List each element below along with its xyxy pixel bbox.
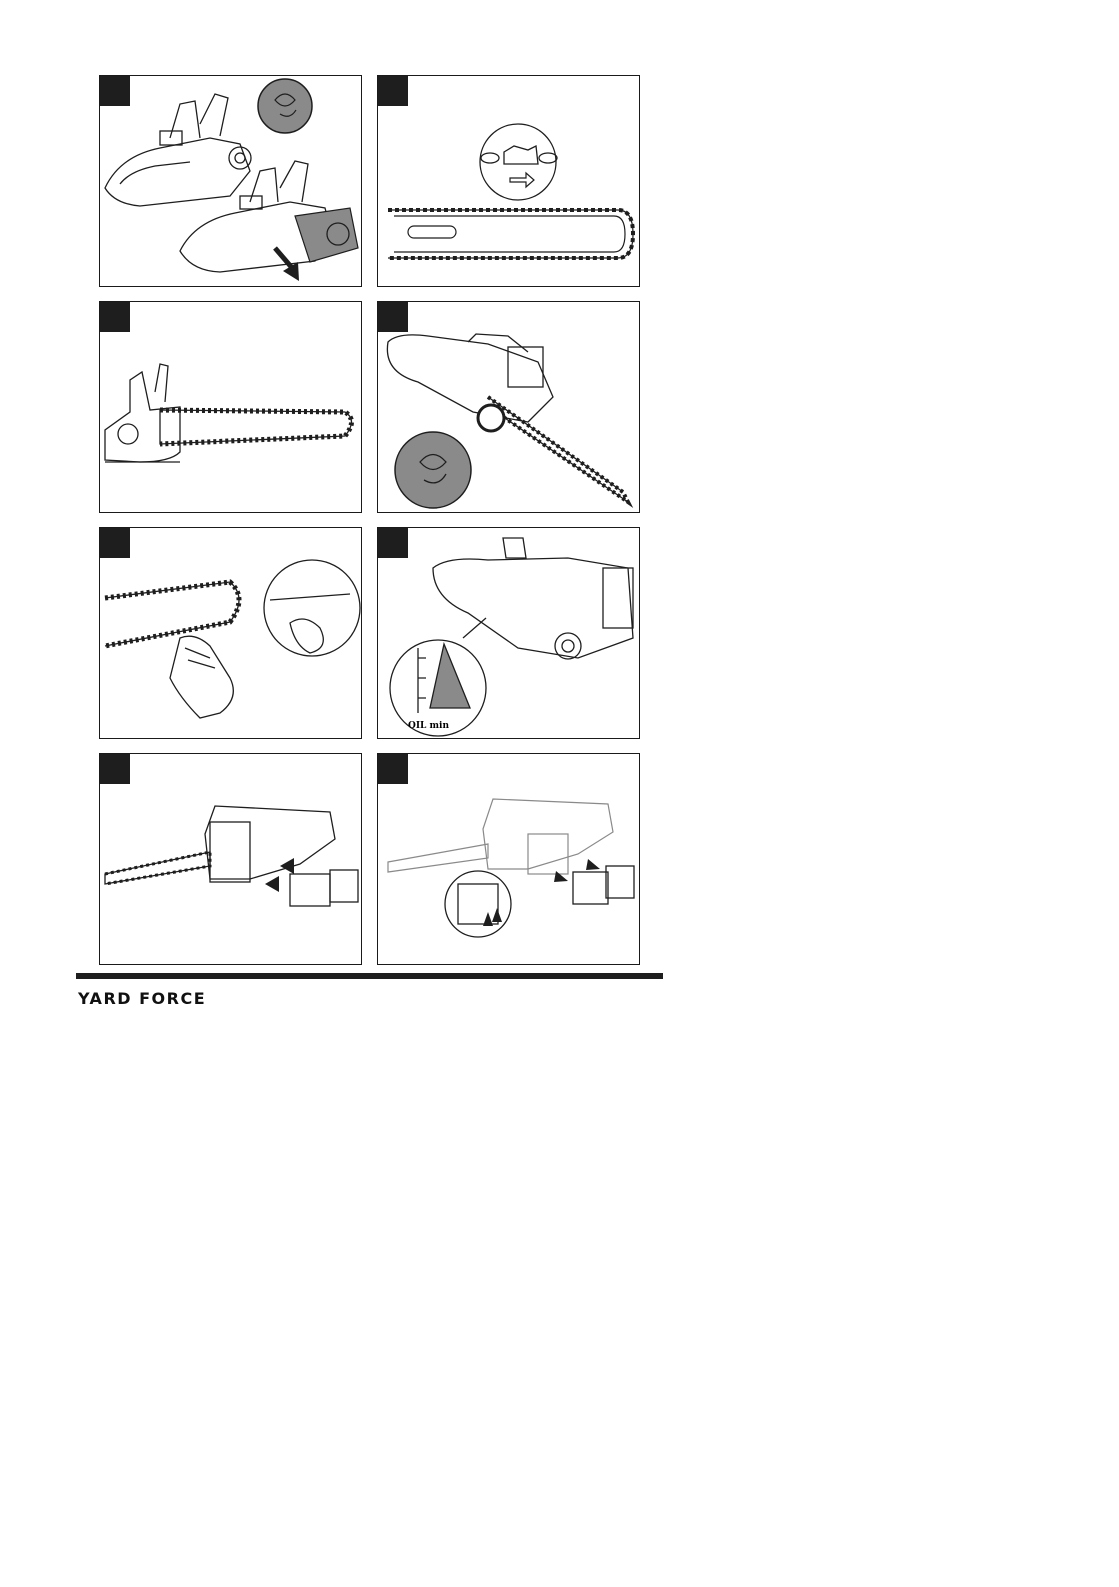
oil-fill-illustration [378, 528, 640, 739]
down-arrow-icon [275, 248, 299, 281]
figure-panel-insert-battery [99, 753, 362, 965]
chainsaw-illustration [100, 76, 362, 287]
figure-panel-remove-battery [377, 753, 640, 965]
right-arrow-icon [510, 173, 534, 187]
figure-panel-oil-fill [377, 527, 640, 739]
brand-logo: YARD FORCE [78, 989, 207, 1008]
figure-panel-tighten-knob [377, 301, 640, 513]
bar-and-chain-illustration [100, 302, 362, 513]
chain-illustration [378, 76, 640, 287]
battery-removal-illustration [378, 754, 640, 965]
figure-panel-chain-tension [99, 527, 362, 739]
oil-min-label: OIL min [408, 721, 449, 731]
chainsaw-knob-illustration [378, 302, 640, 513]
battery-insert-illustration [100, 754, 362, 965]
figure-panel-remove-cover [99, 75, 362, 287]
tension-check-illustration [100, 528, 362, 739]
footer-divider [76, 973, 663, 979]
figure-panel-chain-direction [377, 75, 640, 287]
figure-panel-chain-fitted [99, 301, 362, 513]
